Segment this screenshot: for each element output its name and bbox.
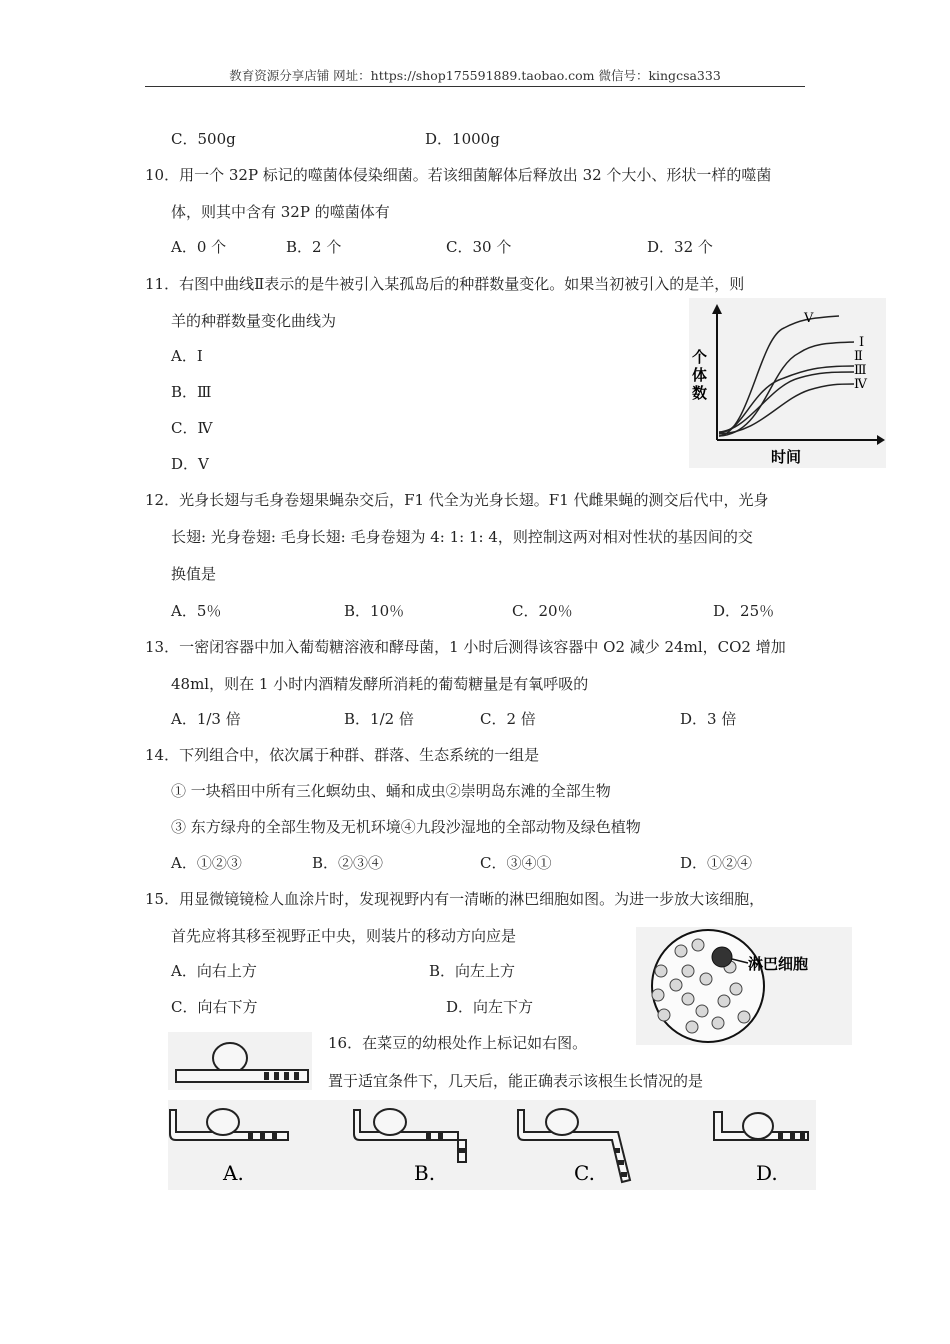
q14-stem-line1: 14．下列组合中，依次属于种群、群落、生态系统的一组是 (145, 746, 540, 764)
curve-label-iii: Ⅲ (854, 363, 867, 378)
q15-option-a: A．向右上方 (171, 962, 257, 980)
q14-stem-line2: ① 一块稻田中所有三化螟幼虫、蛹和成虫②崇明岛东滩的全部生物 (171, 782, 611, 800)
x-axis-label: 时间 (771, 448, 802, 466)
graph-x-arrow (877, 435, 885, 445)
q15-option-b: B．向左上方 (429, 962, 516, 980)
header-divider (145, 86, 805, 87)
q11-option-c: C．Ⅳ (171, 419, 213, 437)
page-header: 教育资源分享店铺 网址：https://shop175591889.taobao.com 微信号：kingcsa333 (229, 68, 721, 83)
y-label-char-2: 体 (692, 366, 708, 384)
population-growth-graph (689, 298, 886, 468)
q12-stem-line3: 换值是 (171, 565, 217, 583)
q12-stem-line1: 12．光身长翅与毛身卷翅果蝇杂交后，F1 代全为光身长翅。F1 代雌果蝇的测交后代中，光身 (145, 491, 769, 509)
q15-stem-line2: 首先应将其移至视野正中央，则装片的移动方向应是 (171, 927, 517, 945)
q9-option-d: D．1000g (425, 130, 500, 148)
q13-stem-line2: 48ml，则在 1 小时内酒精发酵所消耗的葡萄糖量是有氧呼吸的 (171, 675, 589, 693)
q9-option-c: C．500g (171, 130, 236, 148)
q13-option-c: C．2 倍 (480, 710, 536, 728)
q12-stem-line2: 长翅: 光身卷翅: 毛身长翅: 毛身卷翅为 4: 1: 1: 4，则控制这两对相对性状的基因间的交 (171, 528, 753, 546)
y-label-char-1: 个 (692, 348, 708, 366)
q10-option-b: B．2 个 (286, 238, 342, 256)
q13-option-b: B．1/2 倍 (344, 710, 414, 728)
q11-option-d: D．Ⅴ (171, 455, 209, 473)
curve-v (719, 316, 839, 436)
q15-option-d: D．向左下方 (446, 998, 534, 1016)
q10-option-a: A．0 个 (171, 238, 227, 256)
y-label-char-3: 数 (692, 384, 708, 402)
q13-option-a: A．1/3 倍 (171, 710, 241, 728)
q10-stem-line2: 体，则其中含有 32P 的噬菌体有 (171, 203, 390, 221)
q15-option-c: C．向右下方 (171, 998, 258, 1016)
bean-root-marked-figure (168, 1032, 312, 1090)
q14-option-c: C．③④① (480, 854, 552, 872)
option-b-label: B. (414, 1161, 436, 1185)
lymphocyte-label: 淋巴细胞 (748, 955, 809, 973)
root-option-a-drawing (170, 1109, 288, 1140)
q11-stem-line1: 11．右图中曲线Ⅱ表示的是牛被引入某孤岛后的种群数量变化。如果当初被引入的是羊，则 (145, 275, 745, 293)
q10-option-c: C．30 个 (446, 238, 512, 256)
q11-stem-line2: 羊的种群数量变化曲线为 (171, 312, 337, 330)
q15-stem-line1: 15．用显微镜镜检人血涂片时，发现视野内有一清晰的淋巴细胞如图。为进一步放大该细胞， (145, 890, 765, 908)
curve-label-iv: Ⅳ (854, 377, 867, 392)
curve-label-i: Ⅰ (859, 335, 865, 350)
q10-stem-line1: 10．用一个 32P 标记的噬菌体侵染细菌。若该细菌解体后释放出 32 个大小、形状一样的噬菌 (145, 166, 772, 184)
q16-stem-line1: 16．在菜豆的幼根处作上标记如右图。 (328, 1034, 588, 1052)
q12-option-a: A．5％ (171, 602, 222, 620)
q16-stem-line2: 置于适宜条件下，几天后，能正确表示该根生长情况的是 (328, 1072, 704, 1090)
lymphocyte-cell (712, 947, 732, 967)
option-d-label: D. (756, 1161, 778, 1185)
q11-option-b: B．Ⅲ (171, 383, 212, 401)
option-c-label: C. (574, 1161, 595, 1185)
microscope-field-figure (636, 927, 852, 1045)
q14-stem-line3: ③ 东方绿舟的全部生物及无机环境④九段沙湿地的全部动物及绿色植物 (171, 818, 641, 836)
curve-label-v: Ⅴ (804, 311, 814, 326)
curve-ii (719, 366, 854, 433)
curve-iv (719, 384, 854, 434)
q14-option-d: D．①②④ (680, 854, 753, 872)
q10-option-d: D．32 个 (647, 238, 713, 256)
q13-stem-line1: 13．一密闭容器中加入葡萄糖溶液和酵母菌，1 小时后测得该容器中 O2 减少 24ml，CO2 增加 (145, 638, 786, 656)
root-growth-options-figure (168, 1100, 816, 1190)
graph-y-arrow (712, 304, 722, 314)
q12-option-c: C．20％ (512, 602, 573, 620)
seed-shape (213, 1043, 247, 1073)
q13-option-d: D．3 倍 (680, 710, 737, 728)
curve-label-ii: Ⅱ (854, 349, 863, 364)
option-a-label: A. (223, 1161, 244, 1185)
q12-option-b: B．10％ (344, 602, 405, 620)
field-of-view (652, 930, 764, 1042)
q14-option-a: A．①②③ (171, 854, 242, 872)
q14-option-b: B．②③④ (312, 854, 384, 872)
q12-option-d: D．25％ (713, 602, 775, 620)
q11-option-a: A．Ⅰ (171, 347, 203, 365)
root-option-b-drawing (354, 1109, 466, 1162)
